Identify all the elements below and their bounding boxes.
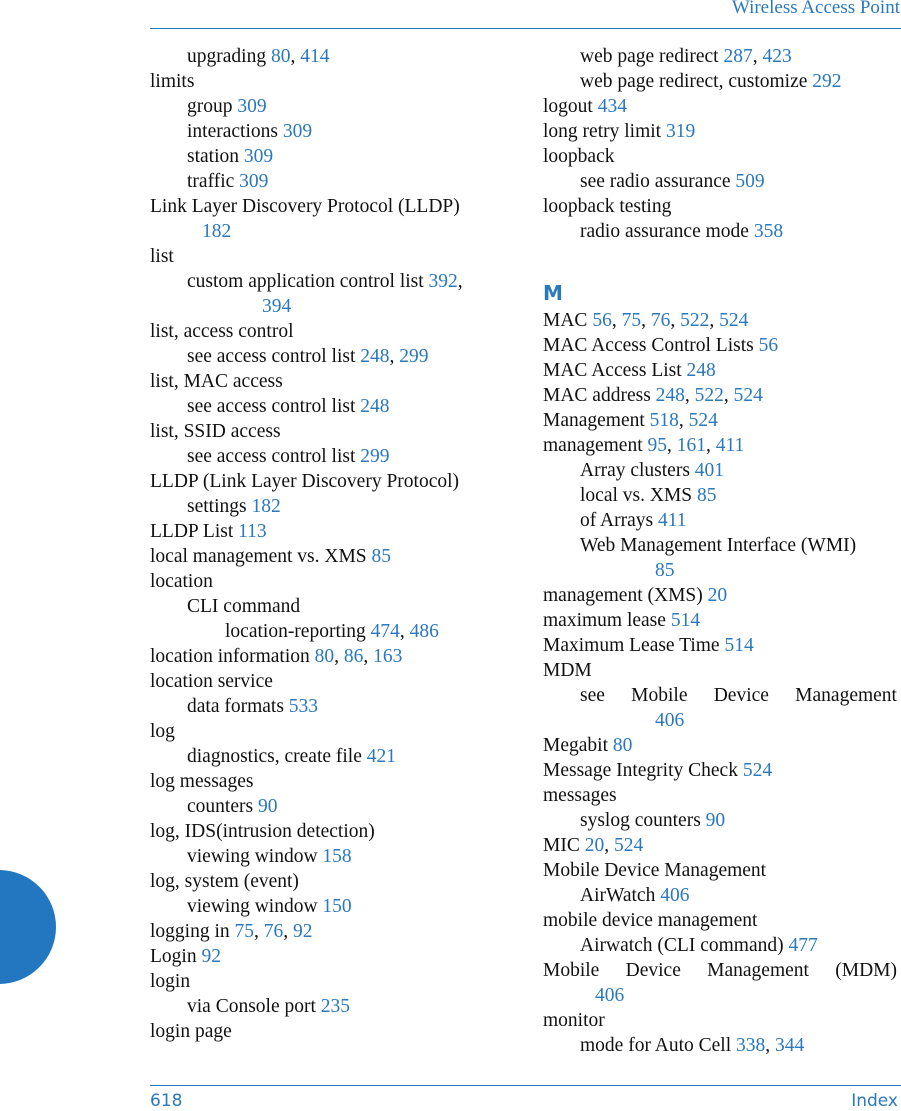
page-link[interactable]: 20 [584,835,605,856]
index-entry: mode for Auto Cell 338, 344 [580,1035,805,1056]
index-entry: mobile device management [543,910,758,931]
index-entry: Message Integrity Check 524 [543,760,773,781]
page-link[interactable]: 299 [399,346,429,367]
index-entry: loopback testing [543,196,672,217]
page-link[interactable]: 163 [373,646,403,667]
page-link[interactable]: 522 [680,310,710,331]
page-link[interactable]: 85 [655,560,675,581]
page-link[interactable]: 248 [655,385,685,406]
index-entry: see radio assurance 509 [580,171,765,192]
page-link[interactable]: 411 [657,510,687,531]
index-entry: see Mobile Device Management [580,685,897,706]
index-entry: Airwatch (CLI command) 477 [580,935,818,956]
index-entry: MAC Access Control Lists 56 [543,335,779,356]
index-entry: location service [150,671,273,692]
section-gap [543,244,899,278]
index-entry: of Arrays 411 [580,510,687,531]
index-entry: location [150,571,213,592]
page-link[interactable]: 394 [262,296,292,317]
index-column-left [150,44,510,1044]
page-link[interactable]: 75 [234,921,255,942]
index-entry: list [150,246,174,267]
index-entry: see access control list 248 [187,396,390,417]
index-entry: login page [150,1021,232,1042]
page-link[interactable]: 86 [343,646,364,667]
index-entry: radio assurance mode 358 [580,221,784,242]
index-entry: traffic 309 [187,171,269,192]
page-link[interactable]: 80 [270,46,291,67]
page-link[interactable]: 514 [670,610,701,631]
page-link[interactable]: 524 [613,835,644,856]
page-link[interactable]: 309 [239,171,269,192]
page-link[interactable]: 434 [597,96,627,117]
page-link[interactable]: 509 [735,171,765,192]
index-entry: messages [543,785,617,806]
page-link[interactable]: 319 [665,121,696,142]
index-entry: limits [150,71,195,92]
page-link[interactable]: 80 [314,646,335,667]
page-number: 618 [150,1091,183,1111]
page-link[interactable]: 411 [715,435,745,456]
page-link[interactable]: 299 [360,446,390,467]
page-link[interactable]: 486 [409,621,439,642]
index-entry-continued [543,983,899,1008]
index-entry: maximum lease 514 [543,610,701,631]
index-entry: LLDP (Link Layer Discovery Protocol) [150,471,460,492]
index-entry: Mobile Device Management [543,860,767,881]
page-link[interactable]: 161 [676,435,706,456]
page-link[interactable]: 514 [724,635,754,656]
index-entry-continued [150,294,510,319]
page-link[interactable]: 80 [612,735,633,756]
page-link[interactable]: 20 [707,585,728,606]
index-column-right [543,44,899,1058]
page-link[interactable]: 150 [322,896,352,917]
page-link[interactable]: 182 [251,496,281,517]
index-entry: logout 434 [543,96,627,117]
index-entry: monitor [543,1010,605,1031]
index-entry: MIC 20, 524 [543,835,644,856]
page-link[interactable]: 414 [300,46,330,67]
chapter-thumb-tab [0,870,56,984]
page-link[interactable]: 182 [202,221,232,242]
page-link[interactable]: 477 [788,935,818,956]
page-link[interactable]: 90 [705,810,726,831]
index-entry: logging in 75, 76, 92 [150,921,313,942]
index-entry: management 95, 161, 411 [543,435,745,456]
page-link[interactable]: 309 [237,96,267,117]
index-entry: AirWatch 406 [580,885,690,906]
page-link[interactable]: 309 [282,121,313,142]
index-entry: log [150,721,175,742]
index-entry: MDM [543,660,592,681]
index-entry: log, system (event) [150,871,299,892]
index-entry: web page redirect 287, 423 [580,46,792,67]
index-entry-continued [150,219,510,244]
index-entry: local management vs. XMS 85 [150,546,391,567]
page-link[interactable]: 287 [723,46,753,67]
index-entry: MAC Access List 248 [543,360,716,381]
index-entry: web page redirect, customize 292 [580,71,842,92]
index-entry: interactions 309 [187,121,313,142]
index-entry: location-reporting 474, 486 [225,621,439,642]
page-link[interactable]: 90 [257,796,278,817]
page-link[interactable]: 392 [428,271,458,292]
index-entry: Login 92 [150,946,221,967]
index-entry-continued [543,708,899,733]
page-link[interactable]: 56 [758,335,779,356]
index-entry: see access control list 248, 299 [187,346,429,367]
index-entry: data formats 533 [187,696,319,717]
page-link[interactable]: 95 [647,435,667,456]
index-entry: group 309 [187,96,267,117]
index-entry: counters 90 [187,796,278,817]
index-entry: long retry limit 319 [543,121,696,142]
index-entry: management (XMS) 20 [543,585,728,606]
index-entry: custom application control list 392, [187,271,463,292]
page-link[interactable]: 474 [370,621,400,642]
index-entry: Mobile Device Management (MDM) [543,960,897,981]
page-link[interactable]: 248 [360,346,390,367]
page-link[interactable]: 406 [660,885,690,906]
page-link[interactable]: 85 [697,485,717,506]
page-link[interactable]: 113 [238,521,267,542]
page-link[interactable]: 309 [243,146,274,167]
page-link[interactable]: 358 [753,221,784,242]
page-link[interactable]: 524 [742,760,773,781]
section-letter: M [543,281,563,305]
index-entry: list, SSID access [150,421,281,442]
page-link[interactable]: 401 [694,460,725,481]
index-entry: see access control list 299 [187,446,390,467]
page-link[interactable]: 248 [360,396,390,417]
page-link[interactable]: 522 [694,385,724,406]
footer-section-title: Index [851,1091,898,1111]
index-entry: login [150,971,191,992]
page-link[interactable]: 344 [774,1035,805,1056]
index-entry: LLDP List 113 [150,521,267,542]
page-link[interactable]: 235 [320,996,351,1017]
page-link[interactable]: 406 [655,710,685,731]
page-link[interactable]: 524 [688,410,718,431]
index-entry: upgrading 80, 414 [187,46,330,67]
page-link[interactable]: 524 [719,310,749,331]
page-link[interactable]: 406 [595,985,625,1006]
page-link[interactable]: 158 [322,846,352,867]
index-entry: Management 518, 524 [543,410,718,431]
index-entry: station 309 [187,146,274,167]
index-entry: log, IDS(intrusion detection) [150,821,375,842]
index-entry: viewing window 158 [187,846,352,867]
page-link[interactable]: 423 [762,46,792,67]
index-entry: CLI command [187,596,301,617]
header-title: Wireless Access Point [731,0,900,18]
index-entry: log messages [150,771,254,792]
page-link[interactable]: 92 [201,946,221,967]
index-entry: Maximum Lease Time 514 [543,635,754,656]
page-link[interactable]: 518 [649,410,679,431]
page-link[interactable]: 533 [288,696,319,717]
page-link[interactable]: 56 [592,310,612,331]
index-entry: Megabit 80 [543,735,633,756]
page-footer [150,1085,901,1111]
page-link[interactable]: 524 [733,385,763,406]
index-entry: Link Layer Discovery Protocol (LLDP) [150,196,460,217]
index-entry: Array clusters 401 [580,460,725,481]
page-link[interactable]: 75 [621,310,642,331]
index-entry: Web Management Interface (WMI) [580,535,857,556]
page-link[interactable]: 248 [686,360,716,381]
index-entry: MAC address 248, 522, 524 [543,385,763,406]
index-entry: syslog counters 90 [580,810,726,831]
page-link[interactable]: 338 [735,1035,766,1056]
index-entry: settings 182 [187,496,281,517]
index-entry: local vs. XMS 85 [580,485,717,506]
page-link[interactable]: 421 [366,746,397,767]
page-link[interactable]: 85 [371,546,391,567]
page-link[interactable]: 76 [650,310,671,331]
page-link[interactable]: 92 [293,921,313,942]
index-entry: MAC 56, 75, 76, 522, 524 [543,310,749,331]
page-link[interactable]: 292 [812,71,842,92]
index-entry: loopback [543,146,615,167]
page-header [150,0,901,29]
index-entry: location information 80, 86, 163 [150,646,403,667]
page-link[interactable]: 76 [263,921,284,942]
index-entry: viewing window 150 [187,896,352,917]
index-entry: list, MAC access [150,371,283,392]
index-entry: diagnostics, create file 421 [187,746,397,767]
index-entry: via Console port 235 [187,996,351,1017]
index-entry: list, access control [150,321,294,342]
index-entry-continued [543,558,899,583]
